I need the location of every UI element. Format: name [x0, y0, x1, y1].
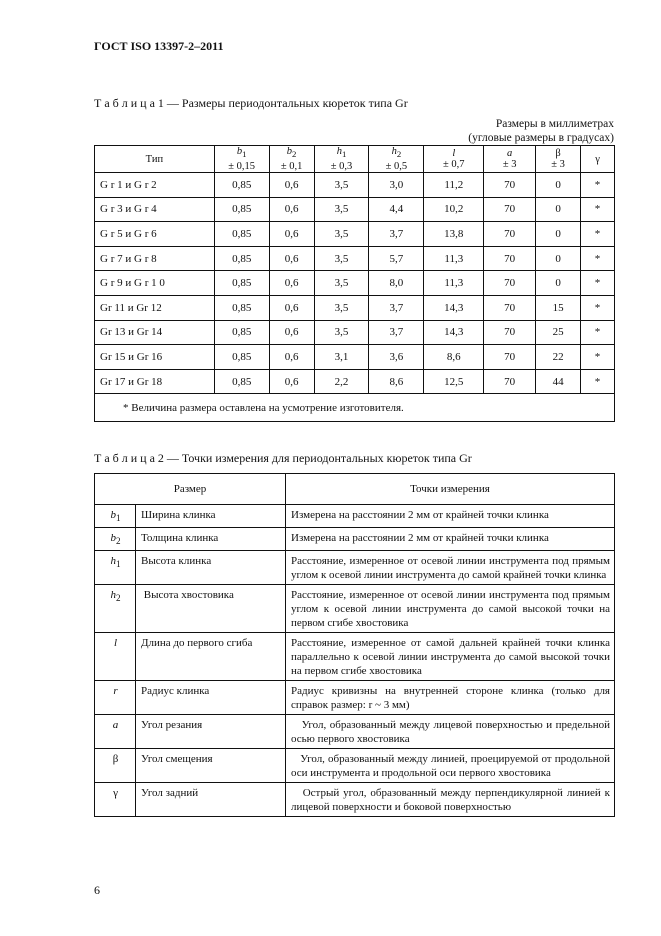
- value-cell: 3,5: [314, 295, 369, 320]
- column-symbol: h: [391, 146, 397, 158]
- value-cell: *: [581, 320, 615, 345]
- value-cell: 0,85: [214, 320, 269, 345]
- value-cell: 12,5: [424, 369, 484, 394]
- dimension-name: Угол задний: [136, 783, 286, 817]
- column-header-size: Размер: [95, 474, 286, 505]
- measurement-points-table: [94, 473, 615, 817]
- column-symbol-subscript: 1: [242, 149, 247, 160]
- dimension-name: Радиус клинка: [136, 681, 286, 715]
- value-cell: 0: [536, 173, 581, 198]
- value-cell: 3,1: [314, 345, 369, 370]
- column-header: [484, 146, 536, 173]
- value-cell: *: [581, 222, 615, 247]
- value-cell: 0,85: [214, 295, 269, 320]
- value-cell: 0,85: [214, 197, 269, 222]
- measurement-description: Расстояние, измеренное от осевой линии инструмента под прямым углом к осевой линии инструмента до самой высокой точки на первом сгибе хвостовика: [286, 585, 615, 633]
- dimension-symbol: h: [110, 555, 116, 568]
- units-note-line: (угловые размеры в градусах): [468, 132, 614, 144]
- value-cell: 3,0: [369, 173, 424, 198]
- value-cell: *: [581, 197, 615, 222]
- value-cell: 0,6: [269, 345, 314, 370]
- table-row: [95, 715, 615, 749]
- value-cell: 0,85: [214, 369, 269, 394]
- value-cell: 70: [484, 173, 536, 198]
- symbol-cell: [95, 551, 136, 585]
- column-symbol: b: [236, 146, 243, 158]
- value-cell: 3,7: [369, 320, 424, 345]
- column-symbol-subscript: 2: [292, 149, 297, 160]
- units-note-line: Размеры в миллиметрах: [495, 118, 614, 130]
- table-row: [95, 551, 615, 585]
- table-row: [95, 585, 615, 633]
- dimension-name: Угол резания: [136, 715, 286, 749]
- column-symbol-subscript: 1: [341, 149, 347, 160]
- dimension-symbol: b: [110, 532, 116, 545]
- dimension-name: Ширина клинка: [136, 505, 286, 528]
- column-header: [581, 146, 615, 173]
- value-cell: 11,2: [424, 173, 484, 198]
- value-cell: 0: [536, 197, 581, 222]
- symbol-cell: [95, 749, 136, 783]
- dimension-symbol: a: [112, 719, 119, 732]
- value-cell: 70: [484, 320, 536, 345]
- page-number: 6: [94, 883, 100, 897]
- dimension-symbol: l: [113, 637, 118, 650]
- measurement-description: Измерена на расстоянии 2 мм от крайней точки клинка: [286, 528, 615, 551]
- dimension-symbol-subscript: 2: [115, 536, 121, 547]
- column-symbol-subscript: 2: [396, 149, 402, 160]
- footnote: * Величина размера оставлена на усмотрение изготовителя.: [95, 394, 615, 422]
- table-row: [95, 345, 615, 370]
- column-header: Тип: [95, 146, 215, 173]
- value-cell: *: [581, 345, 615, 370]
- column-header: [536, 146, 581, 173]
- value-cell: 0,85: [214, 345, 269, 370]
- symbol-cell: [95, 715, 136, 749]
- footnote-row: [95, 394, 615, 422]
- value-cell: 3,7: [369, 222, 424, 247]
- value-cell: 70: [484, 246, 536, 271]
- value-cell: 5,7: [369, 246, 424, 271]
- symbol-cell: [95, 633, 136, 681]
- table-row: [95, 295, 615, 320]
- value-cell: 8,6: [424, 345, 484, 370]
- type-cell: Gr 15 и Gr 16: [95, 345, 215, 370]
- value-cell: 11,3: [424, 246, 484, 271]
- value-cell: 3,5: [314, 197, 369, 222]
- value-cell: 3,5: [314, 320, 369, 345]
- table-row: [95, 369, 615, 394]
- dimension-name: Высота клинка: [136, 551, 286, 585]
- table-row: [95, 505, 615, 528]
- value-cell: 70: [484, 295, 536, 320]
- column-tolerance: ± 0,1: [280, 160, 303, 172]
- type-cell: G r 5 и G r 6: [95, 222, 215, 247]
- column-header: [214, 146, 269, 173]
- type-cell: Gr 11 и Gr 12: [95, 295, 215, 320]
- value-cell: 0,6: [269, 197, 314, 222]
- value-cell: 2,2: [314, 369, 369, 394]
- value-cell: 0: [536, 222, 581, 247]
- value-cell: 0,85: [214, 222, 269, 247]
- value-cell: 8,6: [369, 369, 424, 394]
- value-cell: 3,6: [369, 345, 424, 370]
- dimension-symbol: γ: [113, 787, 118, 800]
- column-symbol: h: [336, 146, 342, 158]
- value-cell: 14,3: [424, 295, 484, 320]
- type-cell: Gr 17 и Gr 18: [95, 369, 215, 394]
- table2-header-row: [95, 474, 615, 505]
- value-cell: 0: [536, 246, 581, 271]
- table-row: [95, 271, 615, 296]
- column-tolerance: ± 0,15: [228, 160, 256, 172]
- value-cell: 0,6: [269, 295, 314, 320]
- value-cell: 22: [536, 345, 581, 370]
- value-cell: 0,85: [214, 246, 269, 271]
- document-header: ГОСТ ISO 13397-2–2011: [94, 39, 224, 53]
- value-cell: *: [581, 369, 615, 394]
- type-cell: G r 7 и G r 8: [95, 246, 215, 271]
- value-cell: *: [581, 295, 615, 320]
- table1-caption: Т а б л и ц а 1 — Размеры периодонтальных кюреток типа Gr: [94, 96, 408, 110]
- value-cell: 3,5: [314, 222, 369, 247]
- value-cell: 0,6: [269, 173, 314, 198]
- table2-caption: Т а б л и ц а 2 — Точки измерения для периодонтальных кюреток типа Gr: [94, 451, 472, 465]
- column-tolerance: ± 0,7: [443, 159, 465, 170]
- type-cell: G r 9 и G r 1 0: [95, 271, 215, 296]
- symbol-cell: [95, 528, 136, 551]
- type-cell: Gr 13 и Gr 14: [95, 320, 215, 345]
- table-row: [95, 320, 615, 345]
- value-cell: 0,85: [214, 173, 269, 198]
- column-symbol: b: [286, 146, 293, 158]
- dimension-name: Толщина клинка: [136, 528, 286, 551]
- value-cell: 3,5: [314, 173, 369, 198]
- value-cell: 13,8: [424, 222, 484, 247]
- column-header: [424, 146, 484, 173]
- dimension-name: Высота хвостовика: [136, 585, 286, 633]
- table-row: [95, 749, 615, 783]
- table-row: [95, 528, 615, 551]
- symbol-cell: [95, 783, 136, 817]
- value-cell: 0,6: [269, 222, 314, 247]
- value-cell: 0,6: [269, 369, 314, 394]
- measurement-description: Измерена на расстоянии 2 мм от крайней точки клинка: [286, 505, 615, 528]
- value-cell: *: [581, 173, 615, 198]
- value-cell: 0,6: [269, 246, 314, 271]
- value-cell: 70: [484, 197, 536, 222]
- type-cell: G r 3 и G r 4: [95, 197, 215, 222]
- value-cell: 70: [484, 369, 536, 394]
- table-row: [95, 197, 615, 222]
- column-tolerance: ± 0,3: [330, 160, 353, 172]
- value-cell: 70: [484, 345, 536, 370]
- value-cell: 4,4: [369, 197, 424, 222]
- value-cell: 44: [536, 369, 581, 394]
- dimension-symbol: β: [112, 753, 119, 766]
- table-row: [95, 681, 615, 715]
- value-cell: 3,5: [314, 271, 369, 296]
- column-symbol: β: [555, 148, 561, 159]
- column-header: [314, 146, 369, 173]
- symbol-cell: [95, 585, 136, 633]
- value-cell: 8,0: [369, 271, 424, 296]
- value-cell: 11,3: [424, 271, 484, 296]
- dimension-name: Угол смещения: [136, 749, 286, 783]
- value-cell: 0,6: [269, 320, 314, 345]
- dimension-symbol: r: [113, 685, 118, 698]
- column-header: [369, 146, 424, 173]
- table-row: [95, 633, 615, 681]
- value-cell: 0,85: [214, 271, 269, 296]
- dimensions-table: [94, 145, 615, 422]
- value-cell: 3,5: [314, 246, 369, 271]
- table-row: [95, 783, 615, 817]
- value-cell: 10,2: [424, 197, 484, 222]
- column-tolerance: ± 0,5: [385, 160, 408, 172]
- column-tolerance: ± 3: [502, 159, 517, 170]
- measurement-description: Острый угол, образованный между перпендикулярной линией к лицевой поверхности и боковой поверхностью: [286, 783, 615, 817]
- column-header: [269, 146, 314, 173]
- value-cell: 70: [484, 222, 536, 247]
- table-row: [95, 173, 615, 198]
- value-cell: 70: [484, 271, 536, 296]
- column-symbol: a: [507, 148, 513, 159]
- measurement-description: Расстояние, измеренное от самой дальней крайней точки клинка параллельно к осевой линии инструмента до самой высокой точки на первом сгибе хвостовика: [286, 633, 615, 681]
- column-tolerance: ± 3: [551, 159, 565, 170]
- value-cell: 3,7: [369, 295, 424, 320]
- dimension-name: Длина до первого сгиба: [136, 633, 286, 681]
- dimension-symbol: b: [110, 509, 116, 521]
- column-header-points: Точки измерения: [286, 474, 615, 505]
- symbol-cell: [95, 681, 136, 715]
- symbol-cell: [95, 505, 136, 528]
- value-cell: 25: [536, 320, 581, 345]
- measurement-description: Угол, образованный между лицевой поверхностью и предельной осью первого хвостовика: [286, 715, 615, 749]
- column-symbol: γ: [595, 153, 600, 165]
- table-row: [95, 246, 615, 271]
- measurement-description: Расстояние, измеренное от осевой линии инструмента под прямым углом к осевой линии инструмента до самой крайней точки клинка: [286, 551, 615, 585]
- table-row: [95, 222, 615, 247]
- measurement-description: Радиус кривизны на внутренней стороне клинка (только для справок размер: r ~ 3 мм): [286, 681, 615, 715]
- value-cell: 0: [536, 271, 581, 296]
- value-cell: *: [581, 246, 615, 271]
- value-cell: *: [581, 271, 615, 296]
- column-symbol: l: [452, 148, 456, 159]
- value-cell: 14,3: [424, 320, 484, 345]
- value-cell: 15: [536, 295, 581, 320]
- type-cell: G r 1 и G r 2: [95, 173, 215, 198]
- value-cell: 0,6: [269, 271, 314, 296]
- dimension-symbol-subscript: 1: [115, 513, 121, 524]
- measurement-description: Угол, образованный между линией, проецируемой от продольной оси инструмента и продольной оси первого хвостовика: [286, 749, 615, 783]
- dimension-symbol-subscript: 1: [115, 559, 121, 570]
- table1-header-row: [95, 146, 615, 173]
- units-note: [468, 117, 614, 145]
- dimension-symbol: h: [110, 589, 116, 602]
- dimension-symbol-subscript: 2: [115, 593, 121, 604]
